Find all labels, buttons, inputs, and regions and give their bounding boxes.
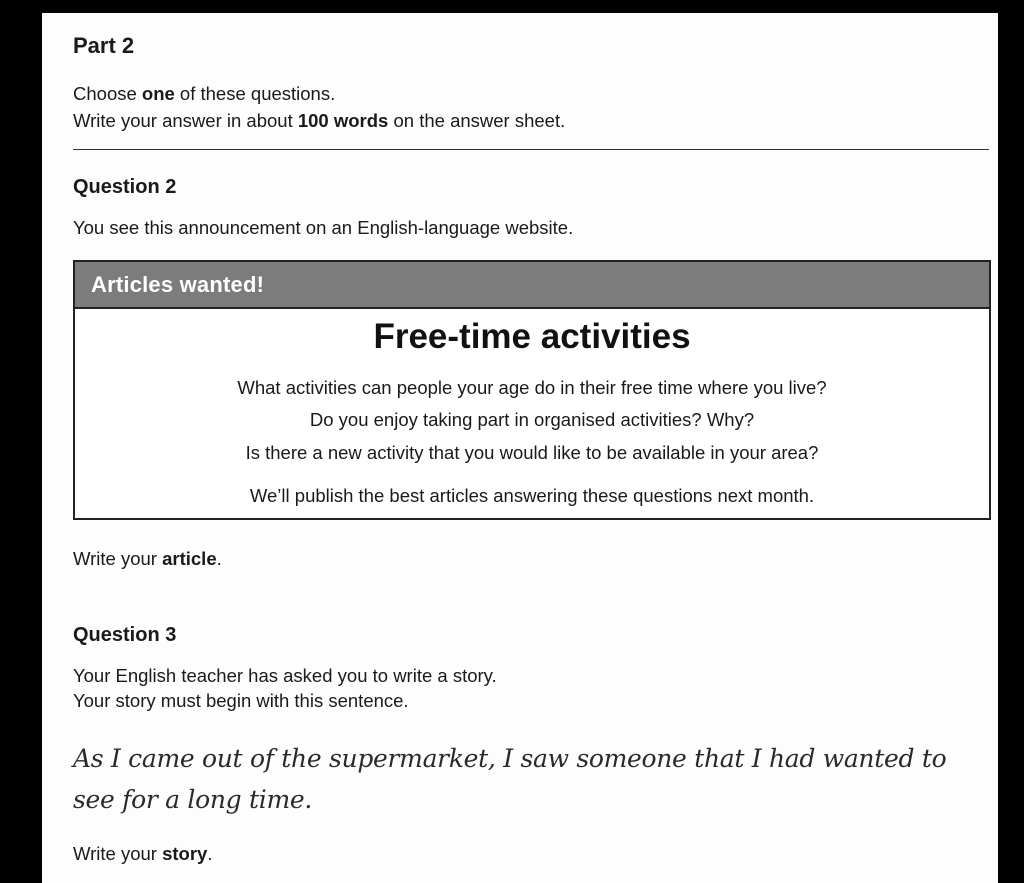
- question-3-task-emphasis: story: [162, 843, 208, 864]
- announcement-box: [73, 260, 991, 520]
- announcement-line: What activities can people your age do in their free time where you live?: [237, 377, 827, 398]
- question-2-task-end: .: [216, 548, 222, 569]
- instruction-2-text-end: on the answer sheet.: [388, 110, 566, 131]
- question-3-task: [73, 841, 213, 866]
- instruction-line-2: [73, 110, 565, 132]
- part-title: Part 2: [73, 33, 135, 58]
- announcement-line: We’ll publish the best articles answering these questions next month.: [249, 485, 815, 506]
- question-2-task-start: Write your: [73, 548, 163, 569]
- question-2-task-emphasis: article: [162, 548, 217, 569]
- instruction-1-emphasis: one: [141, 83, 175, 104]
- story-opening-line-1: As I came out of the supermarket, I saw someone that I had wanted to: [73, 744, 947, 773]
- instruction-1-text-start: Choose: [73, 83, 142, 104]
- story-opening-line-2: see for a long time.: [73, 785, 313, 814]
- section-divider: [73, 149, 989, 150]
- exam-page: [42, 13, 998, 883]
- question-3-task-end: .: [207, 843, 213, 864]
- question-3-title: Question 3: [73, 624, 177, 646]
- instruction-1-text-end: of these questions.: [174, 83, 336, 104]
- question-2-task: [73, 546, 222, 571]
- question-3-line-2: Your story must begin with this sentence.: [73, 690, 409, 711]
- announcement-header-label: Articles wanted!: [91, 272, 265, 297]
- question-3-task-start: Write your: [73, 843, 163, 864]
- question-2-title: Question 2: [73, 176, 177, 198]
- announcement-header-band: [75, 262, 989, 309]
- instruction-2-text-start: Write your answer in about: [73, 110, 298, 131]
- question-3-line-1: Your English teacher has asked you to write a story.: [73, 665, 497, 686]
- instruction-line-1: [73, 83, 335, 105]
- question-2-intro: You see this announcement on an English-language website.: [73, 217, 574, 238]
- announcement-line: Is there a new activity that you would like to be available in your area?: [245, 442, 819, 463]
- announcement-line: Do you enjoy taking part in organised activities? Why?: [309, 409, 755, 430]
- announcement-title: Free-time activities: [373, 317, 691, 356]
- instruction-2-emphasis: 100 words: [297, 110, 389, 131]
